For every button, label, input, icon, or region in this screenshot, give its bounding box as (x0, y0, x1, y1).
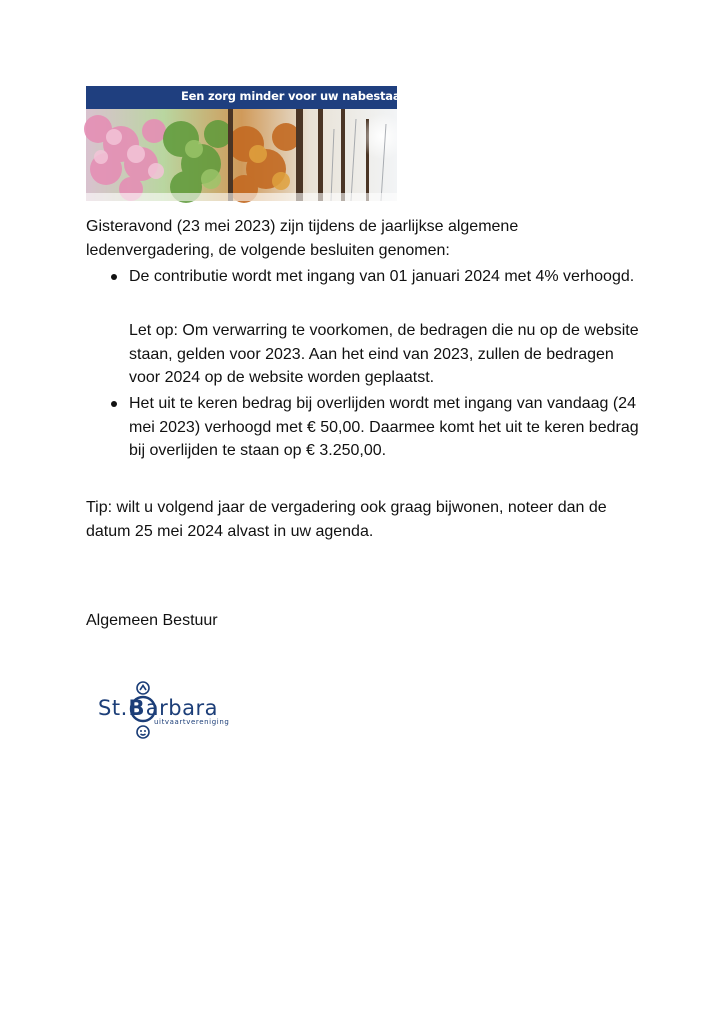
logo-letter: B (128, 696, 145, 720)
decision-text: De contributie wordt met ingang van 01 januari 2024 met 4% verhoogd. (129, 268, 635, 285)
signature: Algemeen Bestuur (86, 612, 218, 629)
bullet-icon (111, 401, 117, 407)
note-paragraph: Let op: Om verwarring te voorkomen, de bedragen die nu op de website staan, gelden voor 2023. Aan het eind van 2023, zullen de bedragen voor 2024 op de website worden geplaatst. (129, 322, 639, 386)
decision-text: Het uit te keren bedrag bij overlijden wordt met ingang van vandaag (24 mei 2023) verhoogd met € 50,00. Daarmee komt het uit te keren bedrag bij overlijden te staan op € 3.250,00. (129, 395, 639, 459)
logo-suffix: arbara (145, 696, 218, 720)
decision-item (86, 265, 656, 289)
header-banner (86, 86, 432, 201)
tip-paragraph: Tip: wilt u volgend jaar de vergadering ook graag bijwonen, noteer dan de datum 25 mei 2024 alvast in uw agenda. (86, 499, 607, 540)
intro-paragraph: Gisteravond (23 mei 2023) zijn tijdens de jaarlijkse algemene ledenvergadering, de volgende besluiten genomen: (86, 218, 519, 259)
logo-subtitle: uitvaartvereniging (154, 718, 230, 726)
st-barbara-logo (96, 680, 241, 746)
banner-tagline: Een zorg minder voor uw nabestaanden (181, 89, 432, 103)
logo-wordmark (98, 696, 218, 720)
decisions-list (86, 265, 656, 289)
seasons-photo (86, 109, 397, 201)
bullet-icon (111, 274, 117, 280)
logo-prefix: St. (98, 696, 128, 720)
decision-item (86, 392, 656, 463)
